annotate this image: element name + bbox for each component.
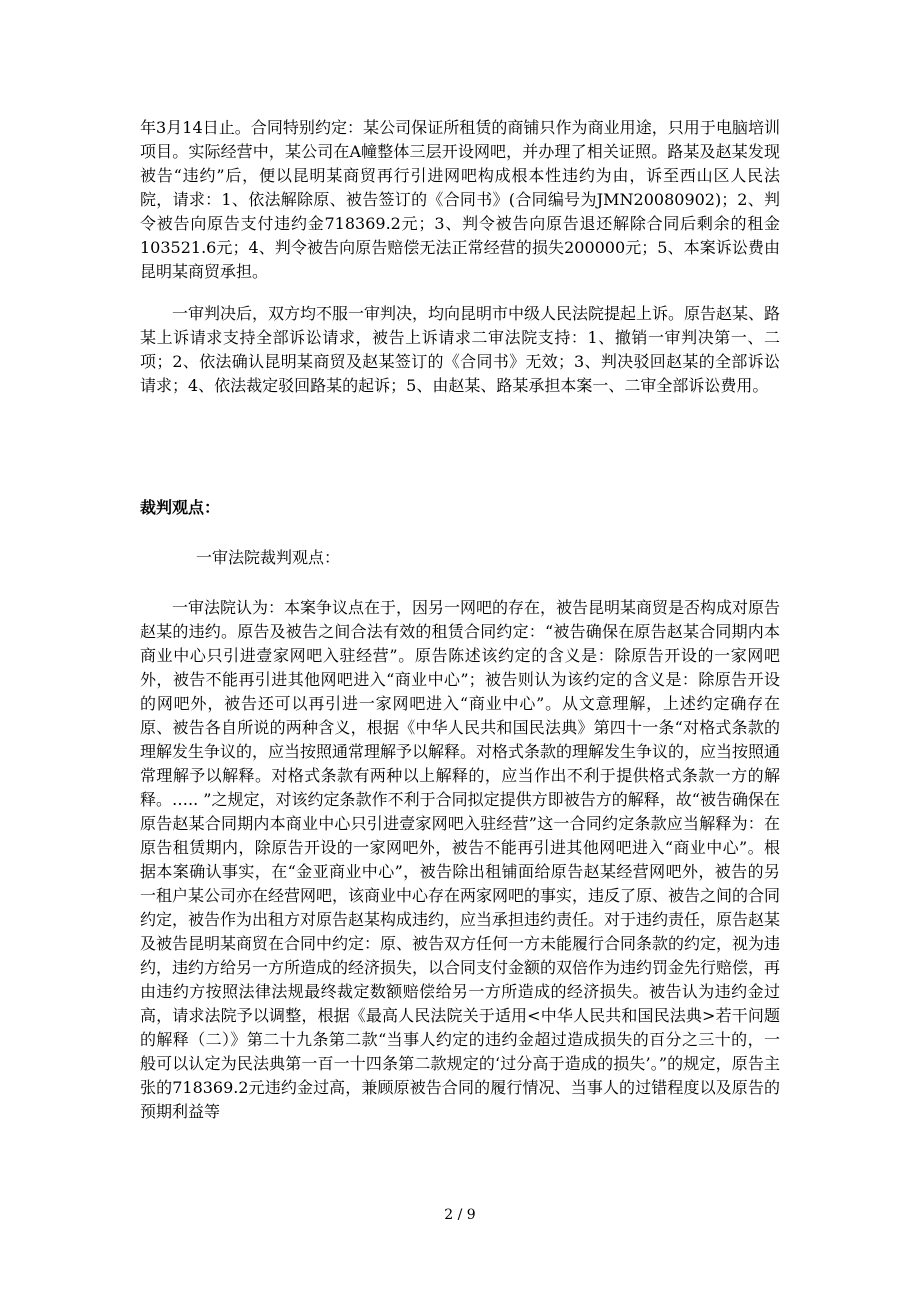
page-number: 2 / 9 xyxy=(444,1207,476,1223)
paragraph-case-claims: 年3月14日止。合同特别约定：某公司保证所租赁的商铺只作为商业用途，只用于电脑培训项目。实际经营中，某公司在A幢整体三层开设网吧，并办理了相关证照。路某及赵某发现被告“违约”后，便以昆明某商贸再行引进网吧构成根本性违约为由，诉至西山区人民法院，请求：1、依法解除原、被告签订的《合同书》(合同编号为JMN20080902)；2、判令被告向原告支付违约金718369.2元；3、判令被告向原告退还解除合同后剩余的租金103521.6元；4、判令被告向原告赔偿无法正常经营的损失200000元；5、本案诉讼费由昆明某商贸承担。 xyxy=(140,118,780,281)
section-heading: 裁判观点： xyxy=(140,498,221,517)
paragraph-court-opinion: 一审法院认为：本案争议点在于，因另一网吧的存在，被告昆明某商贸是否构成对原告赵某的违约。原告及被告之间合法有效的租赁合同约定：“被告确保在原告赵某合同期内本商业中心只引进壹家网吧入驻经营”。原告陈述该约定的含义是：除原告开设的一家网吧外，被告不能再引进其他网吧进入“商业中心”；被告则认为该约定的含义是：除原告开设的网吧外，被告还可以再引进一家网吧进入“商业中心”。从文意理解，上述约定确存在原、被告各自所说的两种含义，根据《中华人民共和国民法典》第四十一条“对格式条款的理解发生争议的，应当按照通常理解予以解释。对格式条款的理解发生争议的，应当按照通常理解予以解释。对格式条款有两种以上解释的，应当作出不利于提供格式条款一方的解释。….. ”之规定，对该约定条款作不利于合同拟定提供方即被告方的解释，故“被告确保在原告赵某合同期内本商业中心只引进壹家网吧入驻经营”这一合同约定条款应当解释为：在原告租赁期内，除原告开设的一家网吧外，被告不能再引进其他网吧进入“商业中心”。根据本案确认事实，在“金亚商业中心”，被告除出租铺面给原告赵某经营网吧外，被告的另一租户某公司亦在经营网吧，该商业中心存在两家网吧的事实，违反了原、被告之间的合同约定，被告作为出租方对原告赵某构成违约，应当承担违约责任。对于违约责任，原告赵某及被告昆明某商贸在合同中约定：原、被告双方任何一方未能履行合同条款的约定，视为违约，违约方给另一方所造成的经济损失，以合同支付金额的双倍作为违约罚金先行赔偿，再由违约方按照法律法规最终裁定数额赔偿给另一方所造成的经济损失。被告认为违约金过高，请求法院予以调整，根据《最高人民法院关于适用<中华人民共和国民法典>若干问题的解释（二）》第二十九条第二款“当事人约定的违约金超过造成损失的百分之三十的，一般可以认定为民法典第一百一十四条第二款规定的‘过分高于造成的损失’。”的规定，原告主张的718369.2元违约金过高，兼顾原被告合同的履行情况、当事人的过错程度以及原告的预期利益等 xyxy=(140,598,781,1121)
paragraph-appeal: 一审判决后，双方均不服一审判决，均向昆明市中级人民法院提起上诉。原告赵某、路某上诉请求支持全部诉讼请求，被告上诉请求二审法院支持：1、撤销一审判决第一、二项；2、依法确认昆明某商贸及赵某签订的《合同书》无效；3、判决驳回赵某的全部诉讼请求；4、依法裁定驳回路某的起诉；5、由赵某、路某承担本案一、二审全部诉讼费用。 xyxy=(140,304,781,395)
section-subheading: 一审法院裁判观点： xyxy=(196,548,341,567)
